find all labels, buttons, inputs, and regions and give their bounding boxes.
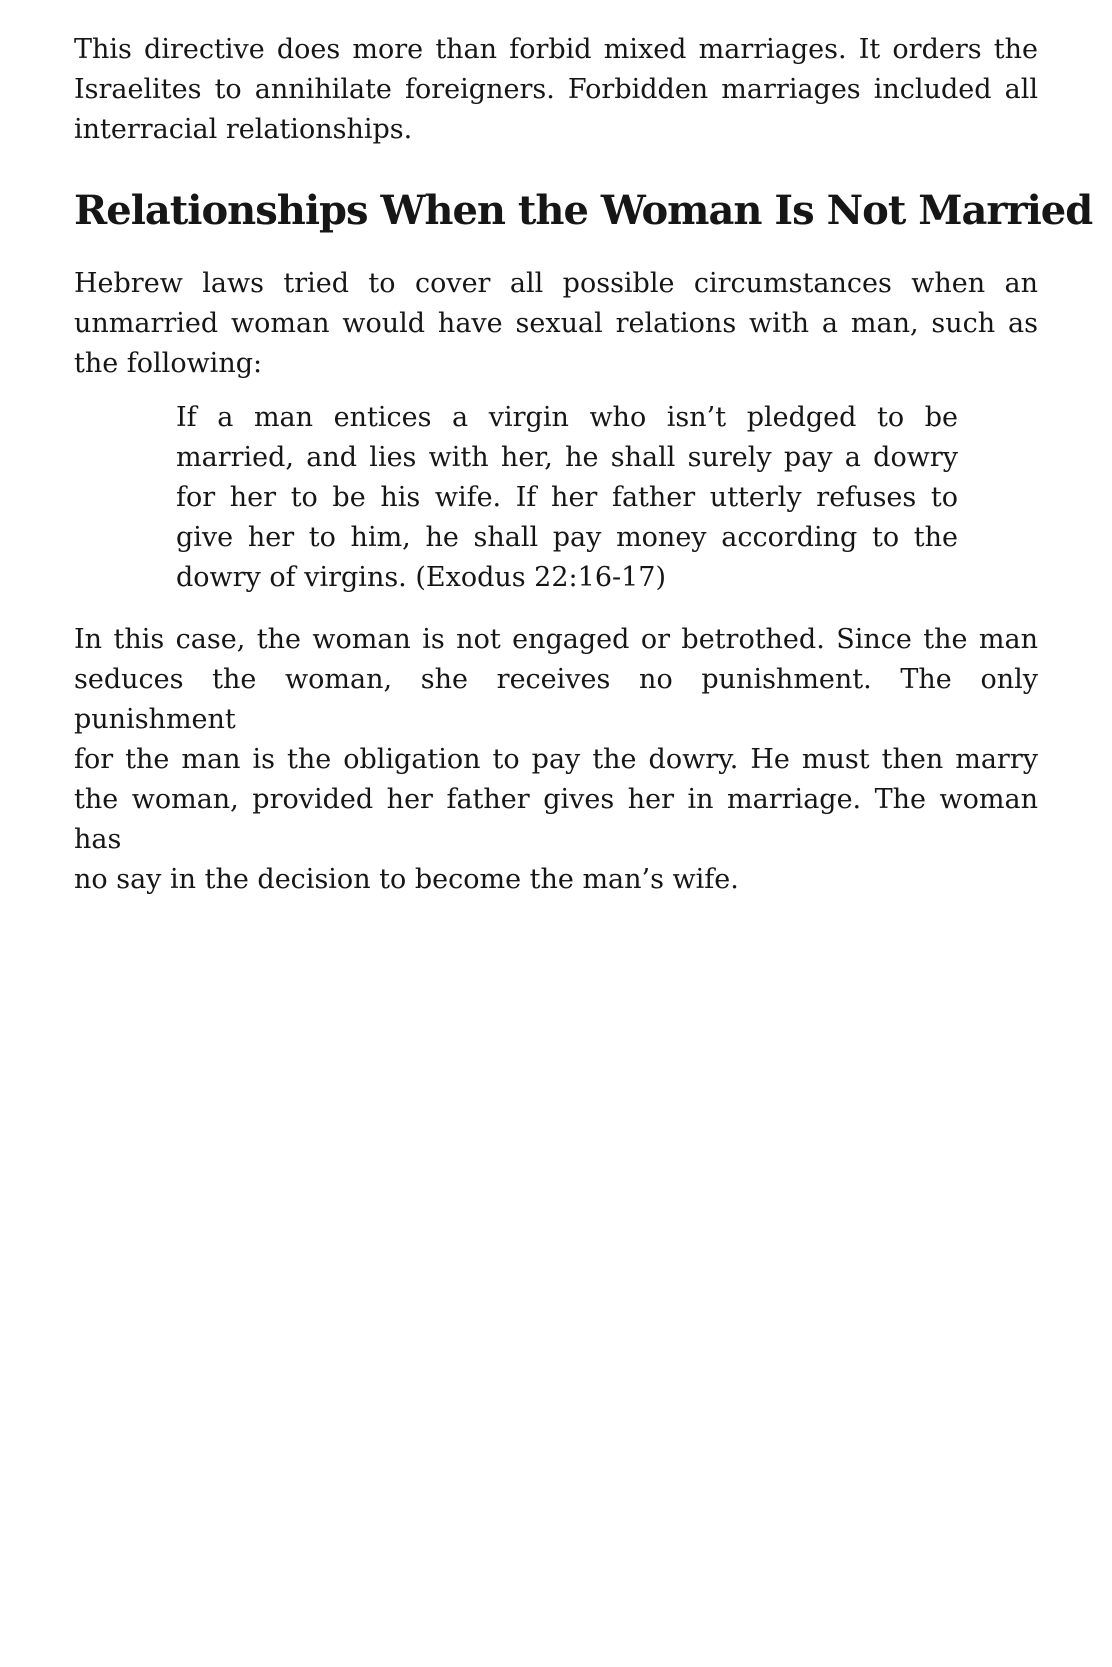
text-line: for the man is the obligation to pay the dowry. He must then marry (74, 744, 1038, 775)
intro-paragraph (74, 30, 1038, 150)
text-line: no say in the decision to become the man’s wife. (74, 864, 739, 895)
text-line: This directive does more than forbid mixed marriages. It orders the (74, 34, 1038, 65)
text-line: In this case, the woman is not engaged or betrothed. Since the man (74, 624, 1038, 655)
text-line: the following: (74, 348, 263, 379)
text-line: Hebrew laws tried to cover all possible circumstances when an (74, 268, 1038, 299)
text-line: seduces the woman, she receives no punishment. The only punishment (74, 664, 1038, 735)
scripture-blockquote (74, 398, 1038, 598)
text-line: give her to him, he shall pay money according to the (176, 522, 958, 553)
commentary-paragraph (74, 620, 1038, 900)
lead-paragraph (74, 264, 1038, 384)
text-line: If a man entices a virgin who isn’t pledged to be (176, 402, 958, 433)
section-heading: Relationships When the Woman Is Not Married (74, 187, 1093, 234)
text-line: interracial relationships. (74, 114, 413, 145)
text-line: Israelites to annihilate foreigners. Forbidden marriages included all (74, 74, 1038, 105)
text-line: married, and lies with her, he shall surely pay a dowry (176, 442, 958, 473)
text-line: for her to be his wife. If her father utterly refuses to (176, 482, 958, 513)
text-line: unmarried woman would have sexual relations with a man, such as (74, 308, 1038, 339)
text-line: dowry of virgins. (Exodus 22:16-17) (176, 562, 667, 593)
text-line: the woman, provided her father gives her in marriage. The woman has (74, 784, 1038, 855)
